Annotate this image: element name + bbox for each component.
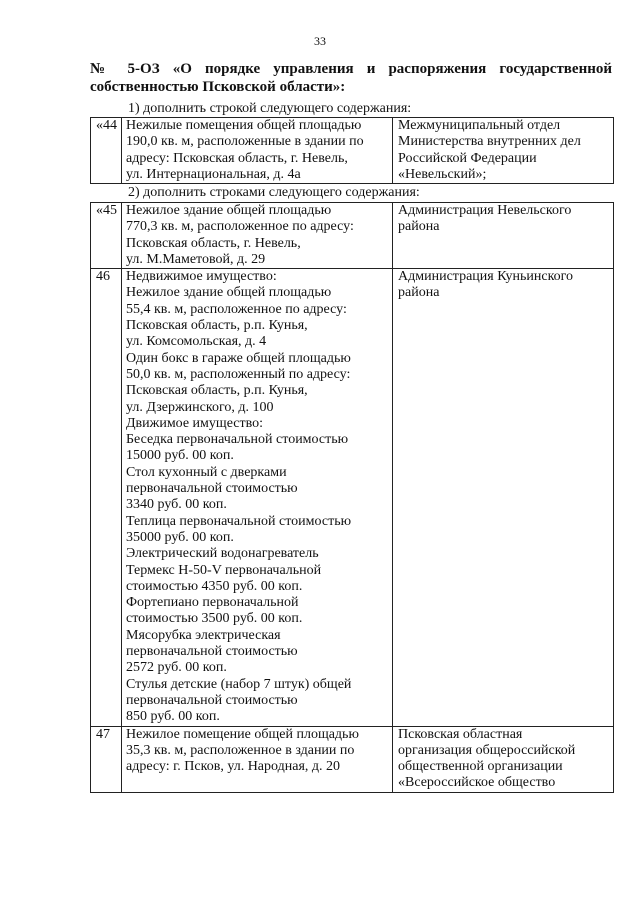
recipient-line: Администрация Невельского [398,203,572,218]
description-line: Нежилые помещения общей площадью [126,118,362,133]
description-line: 770,3 кв. м, расположенное по адресу: [126,219,354,235]
recipient-line: «Невельский»; [398,166,487,182]
recipient-line: Псковская областная [398,726,523,742]
recipient [393,269,614,726]
description-line: Недвижимое имущество: [126,269,277,285]
recipient-line: Российской Федерации [398,150,537,166]
description-line: 190,0 кв. м, расположенные в здании по [126,134,364,150]
description-line: 50,0 кв. м, расположенный по адресу: [126,366,351,382]
row-number: 46 [91,269,122,726]
recipient-line: Министерства внутренних дел [398,134,581,150]
recipient [393,118,614,184]
table-row [91,269,614,726]
amendment-1-table [90,117,614,184]
description-line: 2572 руб. 00 коп. [126,660,227,676]
recipient-line: района [398,219,440,235]
description-line: Фортепиано первоначальной [126,595,299,611]
page-number: 33 [314,34,326,48]
property-description [122,203,393,269]
description-line: 3340 руб. 00 коп. [126,497,227,513]
property-description [122,726,393,792]
description-line: Псковская область, р.п. Кунья, [126,318,308,334]
description-line: первоначальной стоимостью [126,644,298,660]
description-line: стоимостью 3500 руб. 00 коп. [126,611,303,627]
description-line: адресу: г. Псков, ул. Народная, д. 20 [126,759,341,775]
recipient [393,203,614,269]
description-line: ул. Дзержинского, д. 100 [126,399,274,415]
property-description [122,269,393,726]
amendment-2-instruction: 2) дополнить строками следующего содержания: [128,185,420,200]
recipient-line: общественной организации [398,759,563,775]
description-line: первоначальной стоимостью [126,692,298,708]
description-line: адресу: Псковская область, г. Невель, [126,150,348,166]
row-number: «45 [91,203,122,269]
description-line: 35,3 кв. м, расположенное в здании по [126,742,355,758]
description-line: Один бокс в гараже общей площадью [126,350,351,366]
description-line: 15000 руб. 00 коп. [126,448,234,464]
description-line: Теплица первоначальной стоимостью [126,513,352,529]
property-description [122,118,393,184]
recipient-line: Межмуниципальный отдел [398,118,561,133]
description-line: Нежилое здание общей площадью [126,285,332,301]
description-line: Стол кухонный с дверками [126,464,287,480]
recipient-line: «Всероссийское общество [398,775,556,791]
description-line: ул. М.Маметовой, д. 29 [126,251,266,267]
description-line: Электрический водонагреватель [126,546,319,562]
table-row [91,203,614,269]
amendment-2-table [90,202,614,793]
table-row [91,726,614,792]
description-line: Псковская область, г. Невель, [126,235,301,251]
description-line: Мясорубка электрическая [126,627,281,643]
description-line: Движимое имущество: [126,415,263,431]
description-line: 35000 руб. 00 коп. [126,529,234,545]
description-line: Термекс Н-50-V первоначальной [126,562,322,578]
description-line: Нежилое помещение общей площадью [126,726,359,742]
row-number: 47 [91,726,122,792]
description-line: Стулья детские (набор 7 штук) общей [126,676,352,692]
recipient-line: Администрация Куньинского [398,269,574,285]
description-line: стоимостью 4350 руб. 00 коп. [126,578,303,594]
table-row [91,118,614,184]
description-line: 55,4 кв. м, расположенное по адресу: [126,301,347,317]
description-line: первоначальной стоимостью [126,481,298,497]
description-line: ул. Комсомольская, д. 4 [126,334,267,350]
description-line: Нежилое здание общей площадью [126,203,332,218]
description-line: Беседка первоначальной стоимостью [126,432,349,448]
description-line: 850 руб. 00 коп. [126,709,220,725]
recipient [393,726,614,792]
recipient-line: организация общероссийской [398,742,576,758]
row-number: «44 [91,118,122,184]
law-heading: № 5-ОЗ «О порядке управления и распоряжения государственной собственностью Псковской области»: [90,61,612,95]
amendment-1-instruction: 1) дополнить строкой следующего содержания: [128,101,412,116]
description-line: ул. Интернациональная, д. 4а [126,166,301,182]
recipient-line: района [398,285,440,301]
description-line: Псковская область, р.п. Кунья, [126,383,308,399]
